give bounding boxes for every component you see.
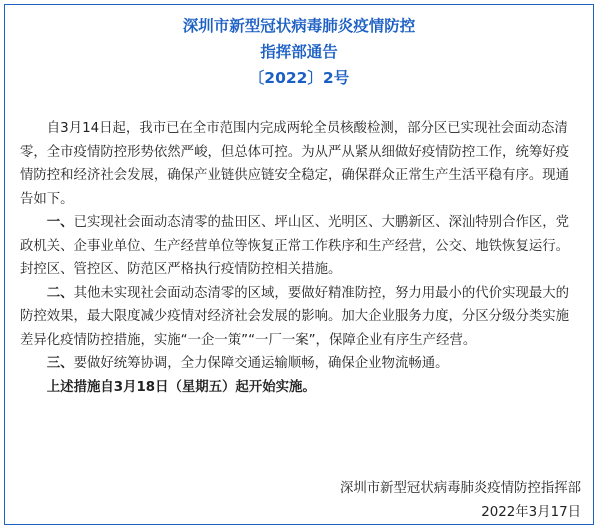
- title-line-2: 指挥部通告: [260, 43, 338, 61]
- issuing-organization: 深圳市新型冠状病毒肺炎疫情防控指挥部: [339, 481, 581, 496]
- item-2-lead: 二、: [46, 285, 74, 301]
- item-3-paragraph: [20, 352, 578, 376]
- title-line-1: 深圳市新型冠状病毒肺炎疫情防控: [182, 17, 416, 35]
- notice-header: [5, 13, 593, 91]
- item-2-paragraph: [20, 282, 578, 353]
- item-1-paragraph: [20, 211, 578, 282]
- issue-date: 2022年3月17日: [481, 505, 581, 520]
- closing-paragraph: 上述措施自3月18日（星期五）起开始实施。: [46, 379, 316, 395]
- notice-document: [4, 4, 594, 525]
- item-3-lead: 三、: [46, 356, 74, 371]
- item-1-text: 已实现社会面动态清零的盐田区、坪山区、光明区、大鹏新区、深汕特别合作区，党政机关、企事业单位、生产经营单位等恢复正常工作秩序和生产经营，公交、地铁恢复运行。封控区、管控区、防范区严格执行疫情防控相关措施。: [20, 215, 570, 277]
- item-3-text: 要做好统筹协调，全力保障交通运输顺畅，确保企业物流畅通。: [73, 356, 449, 371]
- item-1-lead: 一、: [46, 215, 74, 230]
- intro-paragraph: 自3月14日起，我市已在全市范围内完成两轮全员核酸检测，部分区已实现社会面动态清零，全市疫情防控形势依然严峻，但总体可控。为从严从紧从细做好疫情防控工作，统筹好疫情防控和经济社会发展，确保产业链供应链安全稳定，确保群众正常生产生活平稳有序。现通告如下。: [20, 121, 570, 207]
- notice-body: [20, 117, 578, 399]
- item-2-text: 其他未实现社会面动态清零的区域，要做好精准防控，努力用最小的代价实现最大的防控效果，最大限度减少疫情对经济社会发展的影响。加大企业服务力度，分区分级分类实施差异化疫情防控措施，实施“一企一策”“一厂一案”，保障企业有序生产经营。: [20, 285, 570, 348]
- notice-number: 〔2022〕2号: [248, 69, 350, 87]
